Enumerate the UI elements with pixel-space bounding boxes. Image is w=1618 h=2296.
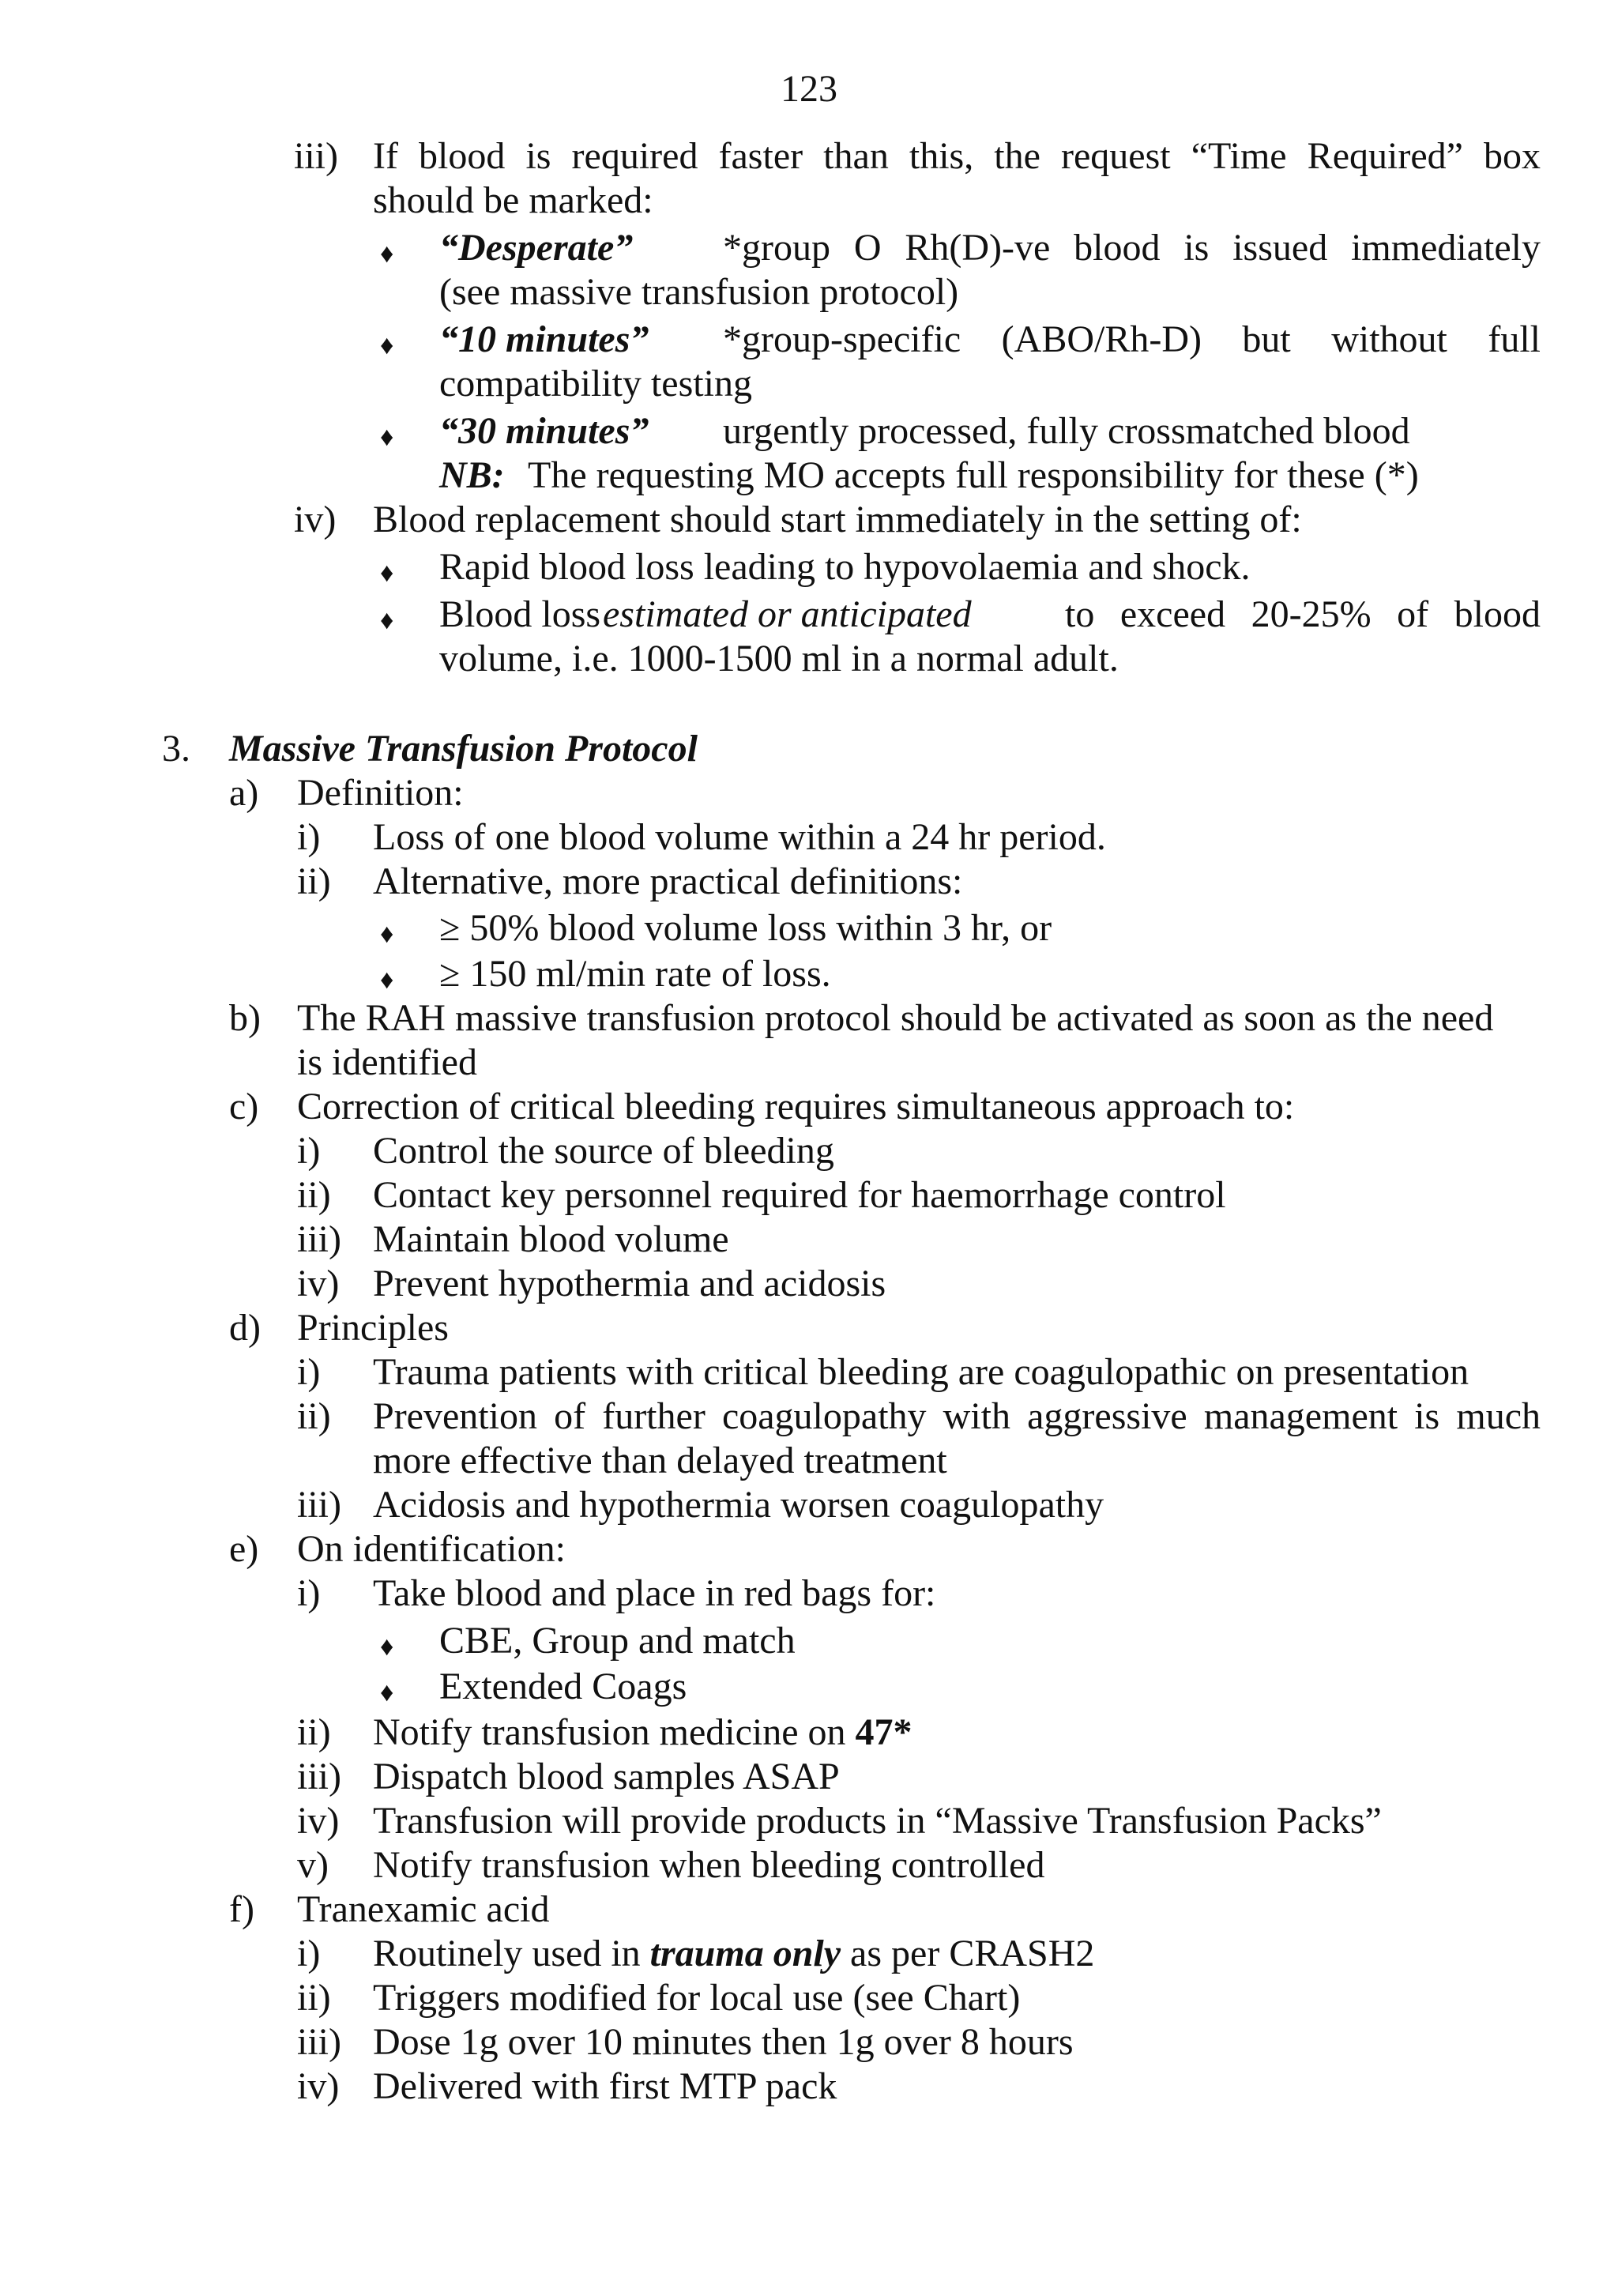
bullet-text: ≥ 150 ml/min rate of loss. bbox=[439, 953, 831, 995]
item-label: ii) bbox=[297, 1711, 331, 1753]
item-label: i) bbox=[297, 1572, 321, 1614]
item-label: i) bbox=[297, 816, 321, 858]
item-text: Trauma patients with critical bleeding are coagulopathic on presentation bbox=[373, 1351, 1469, 1393]
item-text-line bbox=[373, 1711, 912, 1755]
bullet-text-pre: Blood loss bbox=[439, 593, 601, 635]
item-text-emphasis: trauma only bbox=[649, 1933, 841, 1974]
item-label: i) bbox=[297, 1933, 321, 1974]
item-text: Definition: bbox=[297, 772, 464, 814]
item-label: i) bbox=[297, 1351, 321, 1393]
bullet-text-cont: compatibility testing bbox=[439, 363, 752, 405]
bullet-text: *group-specific (ABO/Rh-D) but without full bbox=[723, 318, 1541, 360]
item-text: Prevention of further coagulopathy with aggressive management is much bbox=[373, 1395, 1541, 1437]
section-number: 3. bbox=[162, 728, 190, 770]
item-text: Dispatch blood samples ASAP bbox=[373, 1756, 840, 1797]
bullet-text: ≥ 50% blood volume loss within 3 hr, or bbox=[439, 907, 1052, 949]
item-text: On identification: bbox=[297, 1528, 566, 1570]
item-label: iii) bbox=[297, 1484, 341, 1526]
item-label: iii) bbox=[297, 1756, 341, 1797]
bullet-text: *group O Rh(D)-ve blood is issued immediately bbox=[723, 227, 1541, 269]
bullet-text-cont: (see massive transfusion protocol) bbox=[439, 271, 959, 313]
diamond-bullet-icon: ♦ bbox=[380, 331, 394, 360]
diamond-bullet-icon: ♦ bbox=[380, 606, 394, 635]
bullet-text-italic: estimated or anticipated bbox=[603, 593, 972, 635]
item-text: Triggers modified for local use (see Chart) bbox=[373, 1977, 1021, 2019]
bullet-text: Rapid blood loss leading to hypovolaemia and shock. bbox=[439, 546, 1251, 588]
bullet-term: “30 minutes” bbox=[439, 410, 649, 452]
bullet-text: Extended Coags bbox=[439, 1666, 687, 1707]
item-text: Correction of critical bleeding requires simultaneous approach to: bbox=[297, 1086, 1295, 1127]
item-text-pre: Routinely used in bbox=[373, 1933, 641, 1974]
item-label: b) bbox=[229, 997, 261, 1039]
item-label: v) bbox=[297, 1844, 329, 1886]
item-label: iv) bbox=[294, 499, 337, 540]
bullet-term: “Desperate” bbox=[439, 227, 634, 269]
item-text: Tranexamic acid bbox=[297, 1888, 550, 1930]
item-text: Contact key personnel required for haemorrhage control bbox=[373, 1174, 1226, 1216]
item-text: Blood replacement should start immediately in the setting of: bbox=[373, 499, 1302, 540]
item-text: Notify transfusion when bleeding controlled bbox=[373, 1844, 1045, 1886]
diamond-bullet-icon: ♦ bbox=[380, 965, 394, 995]
item-label: iii) bbox=[294, 135, 338, 177]
diamond-bullet-icon: ♦ bbox=[380, 423, 394, 452]
diamond-bullet-icon: ♦ bbox=[380, 559, 394, 588]
item-label: c) bbox=[229, 1086, 259, 1127]
bullet-text-cont: volume, i.e. 1000-1500 ml in a normal adult. bbox=[439, 638, 1119, 679]
item-text-cont: is identified bbox=[297, 1041, 477, 1083]
item-text: If blood is required faster than this, the request “Time Required” box bbox=[373, 135, 1541, 177]
bullet-text: CBE, Group and match bbox=[439, 1620, 796, 1662]
item-text: Take blood and place in red bags for: bbox=[373, 1572, 936, 1614]
diamond-bullet-icon: ♦ bbox=[380, 239, 394, 269]
item-text-post: as per CRASH2 bbox=[850, 1933, 1095, 1974]
item-label: iv) bbox=[297, 1800, 340, 1842]
section-title: Massive Transfusion Protocol bbox=[229, 728, 698, 770]
item-label: ii) bbox=[297, 1174, 331, 1216]
item-text: Control the source of bleeding bbox=[373, 1130, 834, 1172]
item-label: d) bbox=[229, 1307, 261, 1349]
item-label: ii) bbox=[297, 1977, 331, 2019]
item-text: Prevent hypothermia and acidosis bbox=[373, 1263, 886, 1304]
diamond-bullet-icon: ♦ bbox=[380, 1632, 394, 1662]
diamond-bullet-icon: ♦ bbox=[380, 920, 394, 949]
item-label: iv) bbox=[297, 1263, 340, 1304]
item-text: Maintain blood volume bbox=[373, 1218, 729, 1260]
item-text: The RAH massive transfusion protocol should be activated as soon as the need bbox=[297, 997, 1494, 1039]
item-text: Loss of one blood volume within a 24 hr period. bbox=[373, 816, 1106, 858]
item-label: ii) bbox=[297, 1395, 331, 1437]
item-text: Alternative, more practical definitions: bbox=[373, 860, 963, 902]
item-label: a) bbox=[229, 772, 259, 814]
page-number: 123 bbox=[781, 68, 837, 110]
item-label: i) bbox=[297, 1130, 321, 1172]
item-text: Transfusion will provide products in “Massive Transfusion Packs” bbox=[373, 1800, 1382, 1842]
extension-number: 47* bbox=[855, 1711, 912, 1753]
item-text-line bbox=[373, 1932, 1094, 1976]
bullet-text: urgently processed, fully crossmatched blood bbox=[723, 410, 1410, 452]
item-label: e) bbox=[229, 1528, 259, 1570]
item-label: ii) bbox=[297, 860, 331, 902]
item-text-cont: more effective than delayed treatment bbox=[373, 1440, 947, 1481]
item-label: iii) bbox=[297, 1218, 341, 1260]
item-text: Principles bbox=[297, 1307, 449, 1349]
diamond-bullet-icon: ♦ bbox=[380, 1678, 394, 1707]
nb-label: NB: bbox=[439, 454, 505, 496]
item-text: Delivered with first MTP pack bbox=[373, 2065, 837, 2107]
item-label: iv) bbox=[297, 2065, 340, 2107]
bullet-text-post: to exceed 20-25% of blood bbox=[1065, 593, 1541, 635]
nb-text: The requesting MO accepts full responsibility for these (*) bbox=[528, 454, 1419, 496]
item-label: f) bbox=[229, 1888, 254, 1930]
bullet-term: “10 minutes” bbox=[439, 318, 649, 360]
item-label: iii) bbox=[297, 2021, 341, 2063]
item-text: Notify transfusion medicine on bbox=[373, 1711, 846, 1753]
item-text: Dose 1g over 10 minutes then 1g over 8 hours bbox=[373, 2021, 1074, 2063]
item-text-cont: should be marked: bbox=[373, 179, 653, 221]
item-text: Acidosis and hypothermia worsen coagulopathy bbox=[373, 1484, 1104, 1526]
